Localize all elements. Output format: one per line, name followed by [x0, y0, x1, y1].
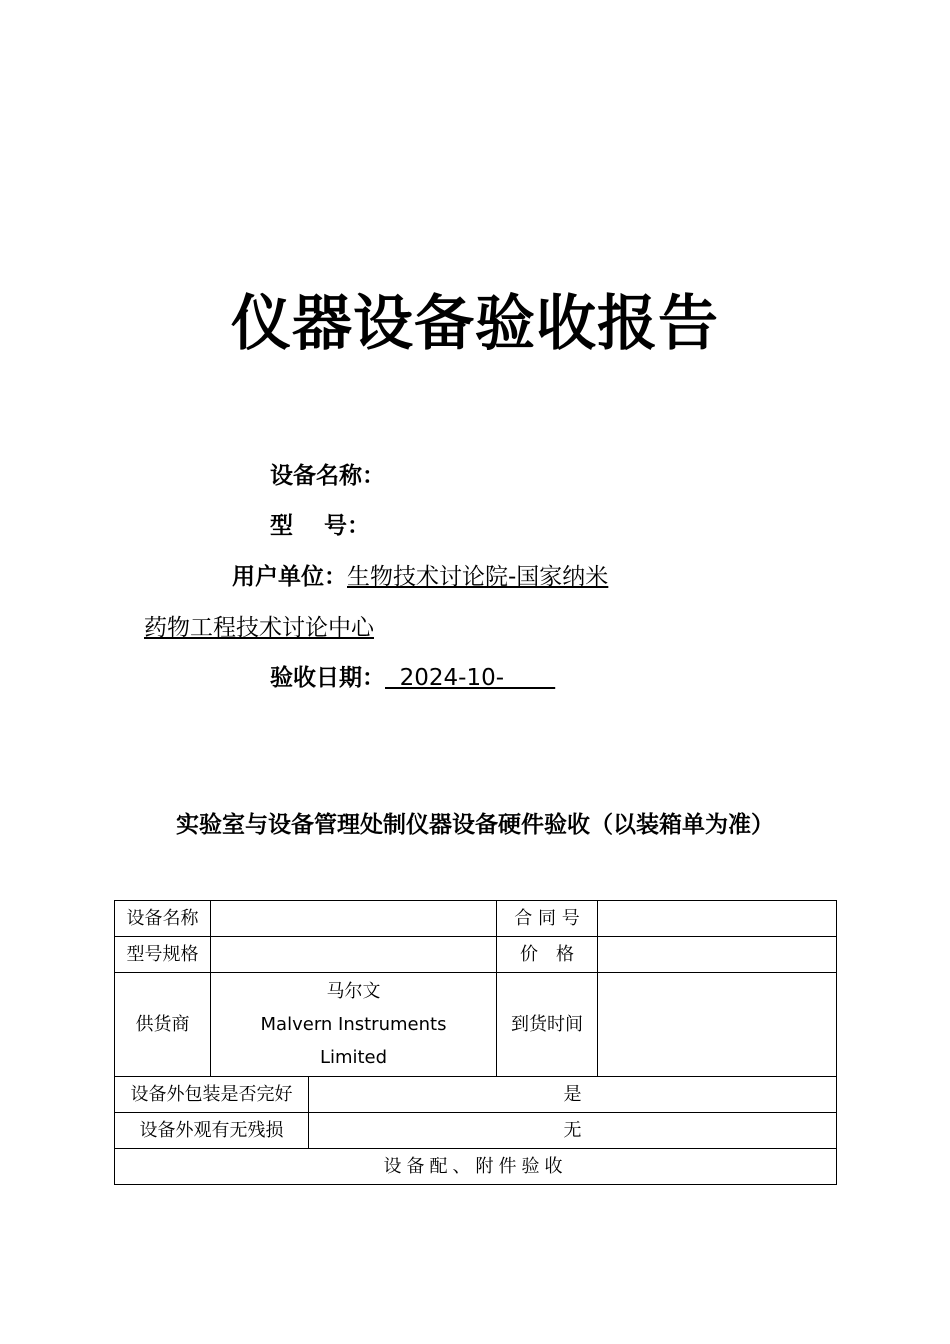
accessories-check-header: 设备配、附件验收 — [115, 1149, 837, 1185]
acceptance-table — [114, 900, 837, 1185]
price-header: 价 格 — [497, 937, 598, 973]
package-intact-value: 是 — [309, 1077, 837, 1113]
arrival-time-cell[interactable] — [598, 973, 837, 1077]
package-intact-header: 设备外包装是否完好 — [115, 1077, 309, 1113]
acceptance-date-label: 验收日期： — [270, 665, 385, 691]
acceptance-date-field — [270, 662, 555, 694]
device-name-label: 设备名称： — [270, 463, 385, 489]
user-unit-value-line1: 生物技术讨论院-国家纳米 — [347, 564, 609, 590]
page-title: 仪器设备验收报告 — [231, 289, 719, 359]
user-unit-field — [232, 561, 608, 593]
supplier-name-cn: 马尔文 — [326, 981, 381, 1002]
arrival-time-header: 到货时间 — [497, 973, 598, 1077]
table-row — [115, 1149, 837, 1185]
section-title: 实验室与设备管理处制仪器设备硬件验收（以装箱单为准） — [176, 812, 774, 838]
table-row — [115, 1077, 837, 1113]
device-name-cell[interactable] — [211, 901, 497, 937]
price-cell[interactable] — [598, 937, 837, 973]
contract-no-header: 合 同 号 — [497, 901, 598, 937]
table-row — [115, 973, 837, 1077]
table-row — [115, 1113, 837, 1149]
supplier-header: 供货商 — [115, 973, 211, 1077]
supplier-name-en-2: Limited — [319, 1047, 388, 1068]
model-spec-header: 型号规格 — [115, 937, 211, 973]
model-label: 型 号： — [270, 513, 371, 539]
appearance-damage-value: 无 — [309, 1113, 837, 1149]
user-unit-continuation — [144, 612, 374, 644]
supplier-name-en-1: Malvern Instruments — [260, 1014, 447, 1035]
appearance-damage-header: 设备外观有无残损 — [115, 1113, 309, 1149]
contract-no-cell[interactable] — [598, 901, 837, 937]
device-name-field — [270, 460, 385, 492]
acceptance-date-value: 2024-10- — [385, 665, 556, 691]
table-row — [115, 937, 837, 973]
model-spec-cell[interactable] — [211, 937, 497, 973]
user-unit-label: 用户单位： — [232, 564, 347, 590]
user-unit-value-line2: 药物工程技术讨论中心 — [144, 615, 374, 641]
table-row — [115, 901, 837, 937]
device-name-header: 设备名称 — [115, 901, 211, 937]
model-field — [270, 510, 370, 542]
supplier-cell — [211, 973, 497, 1077]
